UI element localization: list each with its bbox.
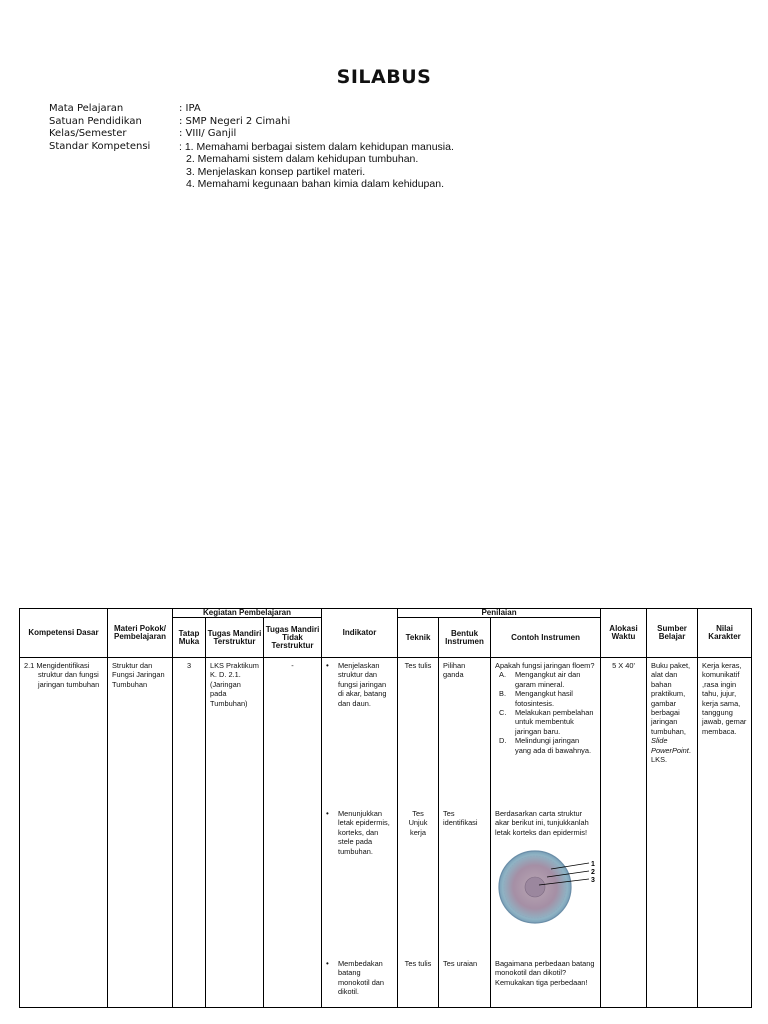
- option-letter: A.: [499, 670, 506, 680]
- info-label: Kelas/Semester: [49, 128, 127, 139]
- teknik-text: Tes tulis: [404, 959, 432, 968]
- diagram-label-2: 2: [591, 869, 595, 877]
- cell-materi: Struktur dan Fungsi Jaringan Tumbuhan: [108, 658, 173, 1008]
- header-tidak: Tugas Mandiri Tidak Terstruktur: [264, 618, 322, 658]
- header-materi: Materi Pokok/ Pembelajaran: [108, 609, 173, 658]
- info-row-kelas: [49, 128, 454, 141]
- option-c: [495, 708, 596, 736]
- indikator-item: [326, 661, 393, 809]
- info-value: : SMP Negeri 2 Cimahi: [179, 115, 291, 127]
- cell-sumber: [647, 658, 698, 1008]
- info-row-satuan: [49, 116, 454, 129]
- cell-tidak: -: [264, 658, 322, 1008]
- cell-tatap: 3: [173, 658, 206, 1008]
- indikator-text: Menunjukkan letak epidermis, korteks, dan stele pada tumbuhan.: [338, 809, 390, 856]
- silabus-table: [19, 608, 752, 1008]
- option-letter: C.: [499, 708, 507, 718]
- sk-item: 4. Memahami kegunaan bahan kimia dalam kehidupan.: [186, 178, 444, 190]
- header-teknik: Teknik: [398, 618, 439, 658]
- contoh-question: Apakah fungsi jaringan floem?: [495, 661, 595, 670]
- diagram-label-3: 3: [591, 877, 595, 885]
- sumber-text: Buku paket, alat dan bahan praktikum, gambar berbagai jaringan tumbuhan,: [651, 661, 691, 736]
- page-title: SILABUS: [336, 66, 432, 88]
- root-cross-section-diagram: [495, 841, 597, 927]
- header-kd: Kompetensi Dasar: [20, 609, 108, 658]
- header-contoh: Contoh Instrumen: [491, 618, 601, 658]
- option-b: [495, 689, 596, 708]
- option-text: Melakukan pembelahan untuk membentuk jaringan baru.: [515, 708, 594, 736]
- cell-nilai: Kerja keras, komunikatif ,rasa ingin tahu, jujur, kerja sama, tanggung jawab, gemar membaca.: [698, 658, 752, 1008]
- option-d: [495, 736, 596, 755]
- contoh-question: Berdasarkan carta struktur akar berikut ini, tunjukkanlah letak korteks dan epidermis!: [495, 809, 589, 837]
- cell-kd: [20, 658, 108, 1008]
- sk-list: [186, 153, 444, 191]
- info-label: Satuan Pendidikan: [49, 115, 142, 127]
- indikator-item: [326, 809, 393, 959]
- header-tatap: Tatap Muka: [173, 618, 206, 658]
- header-sumber: Sumber Belajar: [647, 609, 698, 658]
- diagram-label-1: 1: [591, 861, 595, 869]
- cell-bentuk: [439, 658, 491, 1008]
- option-text: Mengangkut air dan garam mineral.: [515, 670, 581, 689]
- info-label-spacer: [49, 153, 179, 191]
- header-bentuk: Bentuk Instrumen: [439, 618, 491, 658]
- bullet-icon: •: [326, 959, 329, 968]
- info-label: Standar Kompetensi: [49, 140, 151, 152]
- header-terstruktur: Tugas Mandiri Terstruktur: [206, 618, 264, 658]
- indikator-text: Membedakan batang monokotil dan dikotil.: [338, 959, 385, 997]
- cell-teknik: [398, 658, 439, 1008]
- info-value: : 1. Memahami berbagai sistem dalam kehidupan manusia.: [179, 140, 454, 153]
- option-letter: B.: [499, 689, 506, 699]
- header-nilai: Nilai Karakter: [698, 609, 752, 658]
- header-indikator: Indikator: [322, 609, 398, 658]
- root-stele: [525, 877, 545, 897]
- bullet-icon: •: [326, 809, 329, 818]
- contoh-1: [495, 661, 596, 809]
- kd-text: 2.1 Mengidentifikasi struktur dan fungsi jaringan tumbuhan: [24, 661, 100, 689]
- contoh-3: Bagaimana perbedaan batang monokotil dan dikotil? Kemukakan tiga perbedaan!: [495, 959, 595, 987]
- header-penilaian: Penilaian: [398, 609, 601, 618]
- cell-terstruktur: LKS Praktikum K. D. 2.1. (Jaringan pada Tumbuhan): [206, 658, 264, 1008]
- info-row-sk-more: [49, 153, 454, 191]
- bentuk-text: Pilihan ganda: [443, 661, 466, 680]
- option-letter: D.: [499, 736, 507, 746]
- sk-item: 3. Menjelaskan konsep partikel materi.: [186, 165, 366, 178]
- indikator-item: [326, 959, 393, 997]
- teknik-text: Tes Unjuk kerja: [408, 809, 428, 837]
- header-kegiatan: Kegiatan Pembelajaran: [173, 609, 322, 618]
- info-value: : VIII/ Ganjil: [179, 128, 237, 139]
- sk-item: 2. Memahami sistem dalam kehidupan tumbuhan.: [186, 153, 419, 165]
- option-a: [495, 670, 596, 689]
- info-row-mapel: [49, 103, 454, 116]
- contoh-2: [495, 809, 596, 959]
- info-label: Mata Pelajaran: [49, 103, 124, 114]
- option-text: Mengangkut hasil fotosintesis.: [515, 689, 573, 708]
- indikator-text: Menjelaskan struktur dan fungsi jaringan di akar, batang dan daun.: [338, 661, 387, 708]
- info-block: [49, 103, 454, 191]
- option-text: Melindungi jaringan yang ada di bawahnya.: [515, 736, 592, 755]
- info-row-sk: [49, 141, 454, 154]
- bentuk-text: Tes uraian: [443, 959, 478, 968]
- cell-alokasi: 5 X 40': [601, 658, 647, 1008]
- bullet-icon: •: [326, 661, 329, 670]
- sumber-italic: Slide PowerPoint: [651, 736, 689, 755]
- info-value: : IPA: [179, 103, 201, 114]
- cell-contoh: [491, 658, 601, 1008]
- sumber-text-end: . LKS.: [651, 745, 691, 765]
- cell-indikator: [322, 658, 398, 1008]
- bentuk-text: Tes identifikasi: [443, 809, 478, 828]
- header-alokasi: Alokasi Waktu: [601, 609, 647, 658]
- teknik-text: Tes tulis: [404, 661, 432, 670]
